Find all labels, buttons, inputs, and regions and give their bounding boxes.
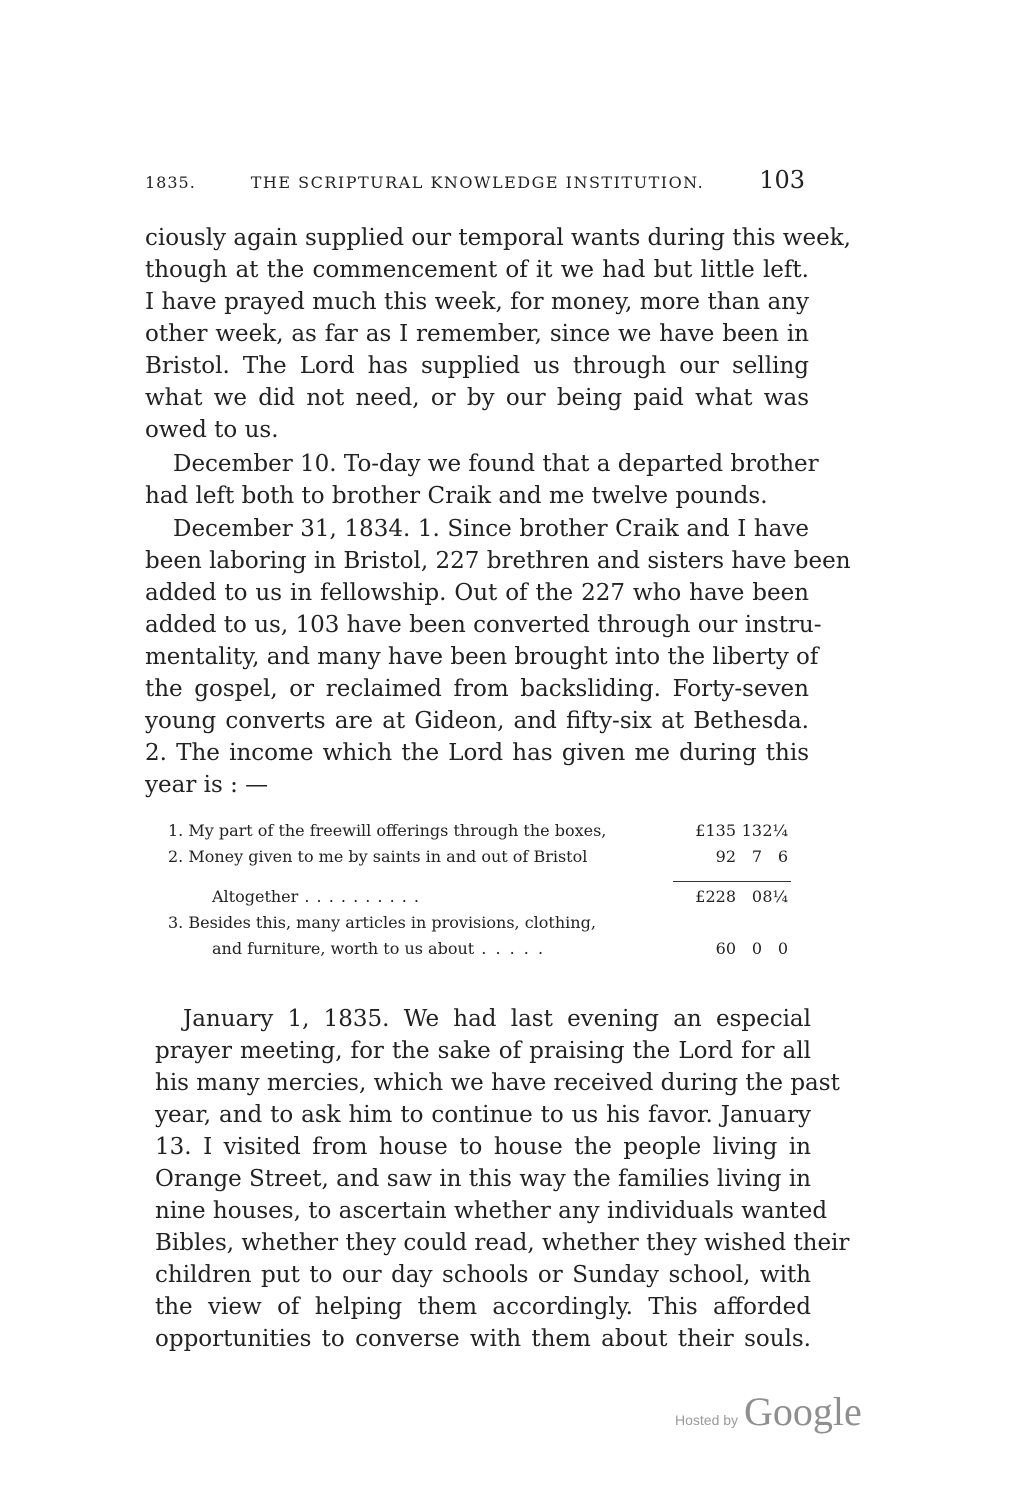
text-line: 2. The income which the Lord has given me during this — [145, 740, 809, 766]
text-line: had left both to brother Craik and me twelve pounds. — [145, 483, 768, 509]
extra-amount — [672, 936, 788, 962]
text-line: the gospel, or reclaimed from backsliding. Forty-seven — [145, 676, 809, 702]
ledger-extra-row — [168, 910, 796, 936]
ledger-row — [168, 818, 796, 844]
amount-pence: 8¼ — [762, 887, 788, 906]
ledger-label: 2. Money given to me by saints in and out of Bristol — [168, 847, 588, 866]
amount-pence: 0 — [777, 939, 788, 958]
text-line: other week, as far as I remember, since we have been in — [145, 321, 809, 347]
text-line: December 10. To-day we found that a departed brother — [173, 451, 819, 477]
paragraph-december-31 — [145, 513, 851, 801]
ledger-row — [168, 844, 796, 870]
text-line: added to us, 103 have been converted through our instru- — [145, 612, 822, 638]
text-line: young converts are at Gideon, and fifty-six at Bethesda. — [145, 708, 809, 734]
paragraph-december-10 — [145, 448, 819, 512]
text-line: the view of helping them accordingly. This afforded — [155, 1294, 811, 1320]
text-line: opportunities to converse with them about their souls. — [155, 1326, 811, 1352]
hosted-by-text: Hosted by — [675, 1412, 739, 1428]
text-line: year, and to ask him to continue to us his favor. January — [155, 1102, 811, 1128]
text-line: January 1, 1835. We had last evening an especial — [183, 1006, 811, 1032]
text-line: been laboring in Bristol, 227 brethren and sisters have been — [145, 548, 851, 574]
text-line: though at the commencement of it we had but little left. — [145, 257, 809, 283]
ledger-label: 1. My part of the freewill offerings through the boxes, — [168, 821, 607, 840]
text-line: his many mercies, which we have received during the past — [155, 1070, 840, 1096]
paragraph-continued — [145, 222, 851, 446]
text-line: year is : — — [145, 772, 269, 798]
google-logo: Google — [744, 1389, 862, 1434]
extra-label-line-1: 3. Besides this, many articles in provisions, clothing, — [168, 913, 596, 932]
hosted-by-watermark — [675, 1388, 862, 1435]
text-line: 13. I visited from house to house the people living in — [155, 1134, 811, 1160]
total-label: Altogether . . — [212, 884, 420, 910]
sum-rule — [673, 881, 791, 882]
text-line: mentality, and many have been brought into the liberty of — [145, 644, 819, 670]
text-line: owed to us. — [145, 417, 279, 443]
amount-shillings: 13 — [741, 821, 762, 840]
amount-pence: 2¼ — [762, 821, 788, 840]
text-line: ciously again supplied our temporal wants during this week, — [145, 225, 851, 251]
page-number: 103 — [759, 166, 805, 194]
text-line: added to us in fellowship. Out of the 227 who have been — [145, 580, 809, 606]
text-line: what we did not need, or by our being paid what was — [145, 385, 809, 411]
text-line: children put to our day schools or Sunday school, with — [155, 1262, 811, 1288]
paragraph-january-1 — [155, 1003, 850, 1355]
amount-pounds: £228 — [695, 887, 736, 906]
ledger-amount — [672, 844, 788, 870]
ledger-extra-row — [168, 936, 796, 962]
ledger-total-row — [168, 884, 796, 910]
income-ledger — [168, 818, 796, 962]
amount-pounds: 92 — [715, 847, 736, 866]
text-line: prayer meeting, for the sake of praising the Lord for all — [155, 1038, 811, 1064]
running-head-title: THE SCRIPTURAL KNOWLEDGE INSTITUTION. — [250, 173, 705, 192]
running-head — [145, 166, 805, 194]
total-amount — [672, 884, 788, 910]
text-line: nine houses, to ascertain whether any individuals wanted — [155, 1198, 828, 1224]
text-line: Orange Street, and saw in this way the families living in — [155, 1166, 811, 1192]
amount-shillings: 7 — [751, 847, 762, 866]
amount-shillings: 0 — [751, 887, 762, 906]
text-line: Bibles, whether they could read, whether they wished their — [155, 1230, 850, 1256]
ledger-amount — [672, 818, 788, 844]
running-head-year: 1835. — [145, 173, 196, 192]
amount-pounds: 60 — [715, 939, 736, 958]
text-line: I have prayed much this week, for money, more than any — [145, 289, 809, 315]
amount-pounds: £135 — [695, 821, 736, 840]
extra-label-line-2: and furniture, worth to us about . . . . . — [212, 939, 546, 958]
text-line: Bristol. The Lord has supplied us through our selling — [145, 353, 809, 379]
text-line: December 31, 1834. 1. Since brother Craik and I have — [173, 516, 809, 542]
amount-pence: 6 — [777, 847, 788, 866]
amount-shillings: 0 — [751, 939, 762, 958]
